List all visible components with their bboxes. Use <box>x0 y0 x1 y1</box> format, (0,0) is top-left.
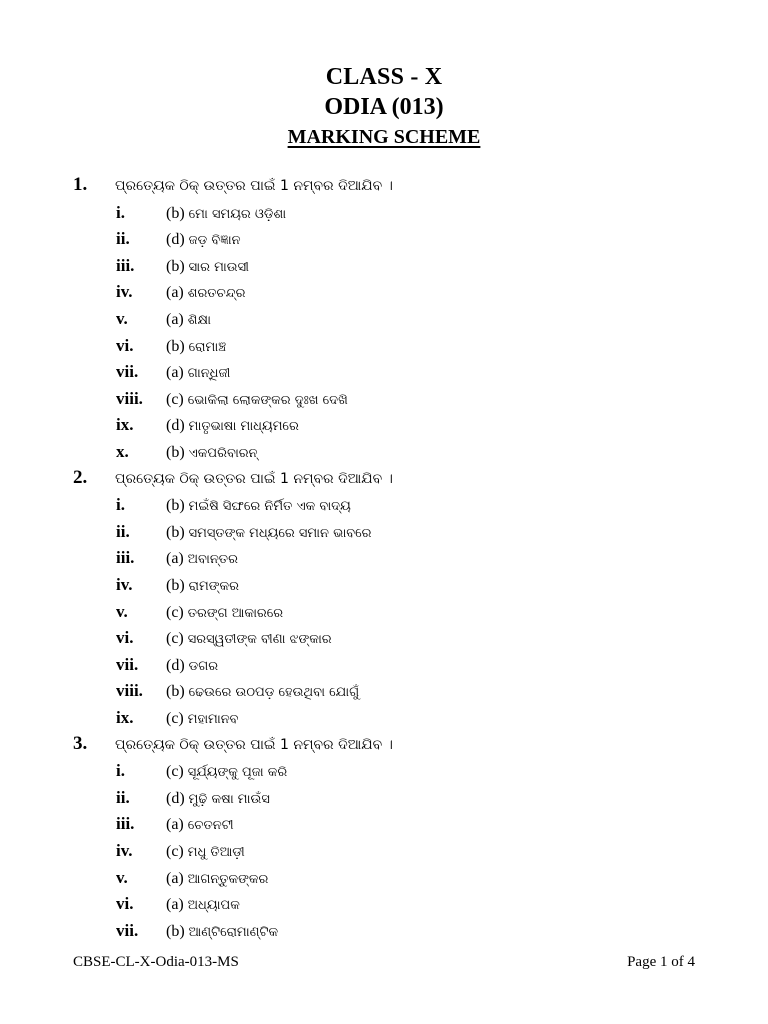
answer-content <box>166 630 332 647</box>
answer-text: ରୋମାଞ୍ଚ <box>188 339 227 355</box>
answer-text: ଡଗର <box>188 658 219 674</box>
answer-text: ଶରତଚନ୍ଦ୍ର <box>187 286 246 302</box>
answer-text: ରାମଙ୍କର <box>188 579 239 594</box>
answer-row <box>116 256 249 276</box>
answer-row <box>116 362 230 382</box>
answer-row <box>116 548 238 568</box>
answer-roman-numeral: viii. <box>116 681 143 701</box>
answer-row <box>116 761 287 781</box>
question-number: 2. <box>73 466 88 488</box>
question-instruction: ପ୍ରତ୍ୟେକ ଠିକ୍ ଉତ୍ତର ପାଇଁ 1 ନମ୍ବର ଦିଆଯିବ । <box>115 736 393 753</box>
answer-content <box>166 364 230 381</box>
answer-roman-numeral: vi. <box>116 628 134 648</box>
answer-text: ସାର ମାଉସୀ <box>188 259 249 275</box>
answer-text: ମାତୃଭାଷା ମାଧ୍ୟମରେ <box>188 419 299 435</box>
answer-text: ଭୋକିଲା ଲୋକଙ୍କର ଦୁଃଖ ଦେଖି <box>187 392 348 408</box>
answer-content <box>166 550 238 567</box>
answer-roman-numeral: ii. <box>116 521 130 541</box>
question-instruction: ପ୍ରତ୍ୟେକ ଠିକ୍ ଉତ୍ତର ପାଇଁ 1 ନମ୍ବର ଦିଆଯିବ । <box>115 470 393 487</box>
answer-roman-numeral: v. <box>116 867 128 887</box>
answer-roman-numeral: iii. <box>116 255 135 275</box>
answer-content <box>166 657 218 674</box>
answer-row <box>116 814 234 834</box>
class-title: CLASS - X <box>325 64 443 90</box>
answer-row <box>116 628 332 648</box>
answer-option: (b) <box>166 683 185 701</box>
answer-option: (b) <box>166 444 185 461</box>
answer-roman-numeral: ix. <box>116 708 134 727</box>
answer-roman-numeral: v. <box>116 309 128 328</box>
answer-option: (d) <box>166 417 185 435</box>
answer-row <box>116 681 359 701</box>
answer-content <box>166 683 359 700</box>
answer-content <box>166 524 372 541</box>
answer-option: (a) <box>166 869 184 887</box>
question-header <box>73 733 393 753</box>
answer-option: (a) <box>166 550 184 568</box>
answer-content <box>166 444 258 461</box>
answer-text: ମହାମାନବ <box>187 712 239 727</box>
answer-row <box>116 894 240 914</box>
answer-row <box>116 229 241 249</box>
marking-scheme-heading <box>0 126 768 149</box>
subject-title: ODIA (013) <box>324 94 444 120</box>
question-header <box>73 174 393 194</box>
answer-content <box>166 870 268 887</box>
answer-text: ମୋ ସମୟର ଓଡ଼ିଶା <box>188 206 287 222</box>
footer-document-code: CBSE-CL-X-Odia-013-MS <box>73 954 239 970</box>
answer-content <box>166 258 249 275</box>
answer-row <box>116 203 286 223</box>
answer-content <box>166 391 348 408</box>
answer-option: (b) <box>166 523 185 541</box>
answer-roman-numeral: iv. <box>116 575 133 594</box>
answer-roman-numeral: i. <box>116 495 125 515</box>
question-number: 3. <box>73 732 88 754</box>
answer-option: (c) <box>166 603 184 621</box>
answer-content <box>166 843 245 860</box>
answer-text: ଶିକ୍ଷା <box>187 313 211 328</box>
marking-scheme-text: MARKING SCHEME <box>287 126 481 148</box>
answer-content <box>166 417 299 434</box>
answer-row <box>116 602 283 622</box>
answer-text: ଅଧ୍ୟାପକ <box>187 898 240 914</box>
answer-option: (b) <box>166 257 185 275</box>
answer-text: ତରଙ୍ଗ ଆକାରରେ <box>187 605 284 621</box>
answer-option: (c) <box>166 763 184 781</box>
answer-roman-numeral: viii. <box>116 388 143 408</box>
answer-text: ଆଣ୍ଟିରୋମାଣ୍ଟିକ <box>188 924 279 940</box>
answer-content <box>166 923 278 940</box>
answer-option: (c) <box>166 710 184 727</box>
answer-option: (b) <box>166 577 185 594</box>
answer-content <box>166 604 283 621</box>
answer-option: (c) <box>166 843 184 860</box>
answer-option: (d) <box>166 656 185 674</box>
answer-text: ମଇଁଷି ସିଙ୍ଘରେ ନିର୍ମିତ ଏକ ବାଦ୍ୟ <box>188 499 351 515</box>
answer-option: (a) <box>166 896 184 914</box>
answer-row <box>116 575 239 595</box>
answer-row <box>116 495 351 515</box>
answer-row <box>116 868 268 888</box>
footer-page-number: Page 1 of 4 <box>627 954 695 970</box>
question-instruction: ପ୍ରତ୍ୟେକ ଠିକ୍ ଉତ୍ତର ପାଇଁ 1 ନମ୍ବର ଦିଆଯିବ । <box>115 178 393 194</box>
answer-content <box>166 896 240 913</box>
answer-roman-numeral: vi. <box>116 335 134 355</box>
answer-text: ସୂର୍ଯ୍ୟଙ୍କୁ ପୂଜା କରି <box>187 765 288 781</box>
answer-option: (b) <box>166 497 185 515</box>
answer-row <box>116 336 226 356</box>
answer-content <box>166 577 239 594</box>
answer-text: ଆଗନ୍ତୁକଙ୍କର <box>187 871 269 887</box>
answer-text: ଜଡ଼ ବିଜ୍ଞାନ <box>188 233 241 249</box>
answer-option: (a) <box>166 364 184 382</box>
answer-content <box>166 338 226 355</box>
answer-content <box>166 311 211 328</box>
answer-roman-numeral: iv. <box>116 841 133 860</box>
answer-roman-numeral: vii. <box>116 654 139 674</box>
answer-option: (b) <box>166 922 185 940</box>
answer-row <box>116 655 218 675</box>
answer-content <box>166 710 239 727</box>
answer-text: ଅବାନ୍ତର <box>187 552 238 568</box>
answer-roman-numeral: ix. <box>116 415 134 435</box>
answer-content <box>166 497 351 514</box>
answer-text: ଢେଉରେ ଉଠପଡ଼ ହେଉଥିବା ଯୋଗୁଁ <box>188 685 360 701</box>
answer-row <box>116 708 239 728</box>
answer-text: ଗାନ୍ଧିଜୀ <box>187 366 231 382</box>
answer-content <box>166 763 287 780</box>
answer-content <box>166 231 241 248</box>
answer-roman-numeral: vi. <box>116 894 134 914</box>
answer-text: ସମସ୍ତଙ୍କ ମଧ୍ୟରେ ସମାନ ଭାବରେ <box>188 525 372 541</box>
answer-row <box>116 788 270 808</box>
answer-roman-numeral: x. <box>116 442 129 461</box>
answer-roman-numeral: ii. <box>116 229 130 249</box>
answer-content <box>166 790 270 807</box>
question-header <box>73 467 393 487</box>
answer-row <box>116 522 372 542</box>
answer-roman-numeral: iii. <box>116 814 135 834</box>
answer-roman-numeral: ii. <box>116 787 130 807</box>
answer-roman-numeral: v. <box>116 601 128 621</box>
answer-option: (a) <box>166 284 184 302</box>
answer-roman-numeral: vii. <box>116 362 139 382</box>
answer-text: ମୁଢ଼ି କଷା ମାଉଁସ <box>188 791 270 807</box>
answer-row <box>116 309 211 329</box>
answer-option: (b) <box>166 204 185 222</box>
answer-row <box>116 921 278 941</box>
answer-row <box>116 389 348 409</box>
answer-text: ଏକପରିବାରନ୍ <box>188 446 258 461</box>
answer-option: (a) <box>166 311 184 328</box>
answer-row <box>116 442 258 462</box>
answer-option: (d) <box>166 231 185 249</box>
answer-content <box>166 816 234 833</box>
answer-roman-numeral: vii. <box>116 920 139 940</box>
answer-content <box>166 205 286 222</box>
answer-text: ସରସ୍ୱତୀଙ୍କ ବୀଣା ଝଙ୍କାର <box>187 632 332 648</box>
question-number: 1. <box>73 174 88 195</box>
answer-option: (d) <box>166 789 185 807</box>
answer-option: (c) <box>166 390 184 408</box>
answer-roman-numeral: i. <box>116 761 125 781</box>
answer-roman-numeral: iv. <box>116 282 133 302</box>
answer-row <box>116 415 299 435</box>
answer-row <box>116 841 245 861</box>
answer-roman-numeral: iii. <box>116 548 135 568</box>
answer-text: ମଧୁ ତିଆଡ଼ୀ <box>187 845 245 860</box>
answer-option: (c) <box>166 630 184 648</box>
answer-option: (a) <box>166 816 184 834</box>
answer-row <box>116 282 245 302</box>
answer-roman-numeral: i. <box>116 202 125 222</box>
answer-content <box>166 284 245 301</box>
answer-option: (b) <box>166 337 185 355</box>
answer-text: ଚେତନଟୀ <box>187 818 234 834</box>
